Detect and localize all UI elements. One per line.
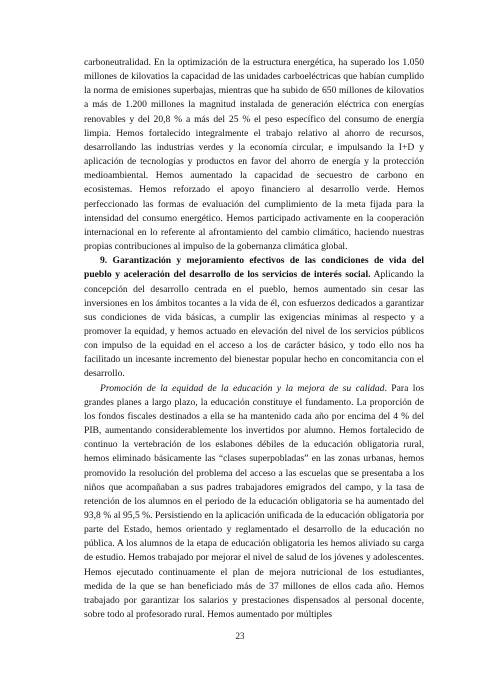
education-paragraph [84, 382, 424, 623]
paragraph-continuation: carboneutralidad. En la optimización de la estructura energética, ha superado los 1.050 millones de kilovatios la capacidad de las unidades carboeléctricas que habían cumplido la norma de emisiones superbajas, mientras que ha subido de 650 millones de kilovatios a más de 1.200 millones la magnitud instalada de generación eléctrica con energías renovables y del 20,8 % a más del 25 % el peso específico del consumo de energía limpia. Hemos fortalecido integralmente el trabajo relativo al ahorro de recursos, desarrollando las industrias verdes y la economía circular, e impulsando la I+D y aplicación de tecnologías y productos en favor del ahorro de energía y la protección medioambiental. Hemos aumentado la capacidad de secuestro de carbono en ecosistemas. Hemos reforzado el apoyo financiero al desarrollo verde. Hemos perfeccionado las formas de evaluación del cumplimiento de la meta fijada para la intensidad del consumo energético. Hemos participado activamente en la cooperación internacional en lo referente al afrontamiento del cambio climático, haciendo nuestras propias contribuciones al impulso de la gobernanza climática global. [84, 57, 424, 253]
body-text [84, 56, 424, 622]
education-text: Para los grandes planes a largo plazo, la educación constituye el fundamento. La proporción de los fondos fiscales destinados a ella se ha mantenido cada año por encima del 4 % del PIB, aumentando considerablemente los invertidos por alumno. Hemos fortalecido de continuo la vertebración de los eslabones débiles de la educación obligatoria rural, hemos eliminado básicamente las “clases superpobladas” en las zonas urbanas, hemos promovido la resolución del problema del acceso a las escuelas que se presentaba a los niños que acompañaban a sus padres trabajadores emigrados del campo, y la tasa de retención de los alumnos en el periodo de la educación obligatoria se ha aumentado del 93,8 % al 95,5 %. Persistiendo en la aplicación unificada de la educación obligatoria por parte del Estado, hemos orientado y reglamentado el desarrollo de la educación no pública. A los alumnos de la etapa de educación obligatoria les hemos aliviado su carga de estudio. Hemos trabajado por mejorar el nivel de salud de los jóvenes y adolescentes. Hemos ejecutado continuamente el plan de mejora nutricional de los estudiantes, medida de la que se han beneficiado más de 37 millones de ellos cada año. Hemos trabajado por garantizar los salarios y prestaciones dispensados al personal docente, sobre todo al profesorado rural. Hemos aumentado por múltiples [84, 382, 425, 621]
section-9-paragraph [84, 254, 424, 381]
page-number: 23 [235, 631, 245, 641]
education-heading-period: . [384, 382, 387, 394]
section-9-text: Aplicando la concepción del desarrollo centrada en el pueblo, hemos aumentado sin cesar las inversiones en los ámbitos tocantes a la vida de él, con esfuerzos dedicados a garantizar sus condiciones de vida básicas, a cumplir las exigencias mínimas al respecto y a promover la equidad, y hemos actuado en elevación del nivel de los servicios públicos con impulso de la equidad en el acceso a los de carácter básico, y todo ello nos ha facilitado un incesante incremento del bienestar popular hecho en concomitancia con el desarrollo. [84, 269, 424, 380]
education-heading: Promoción de la equidad de la educación y la mejora de su calidad [100, 382, 385, 394]
section-9-heading: 9. Garantización y mejoramiento efectivos de las condiciones de vida del pueblo y aceleración del desarrollo de los servicios de interés social [84, 255, 424, 281]
section-9-heading-period: . [368, 269, 371, 281]
